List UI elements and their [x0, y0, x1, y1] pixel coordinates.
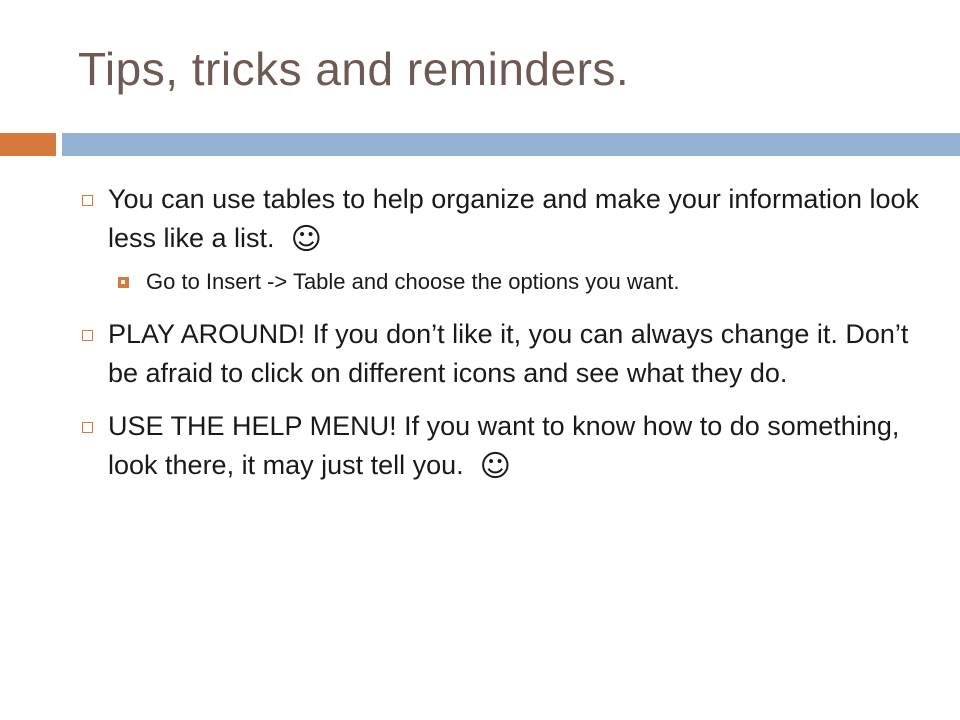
- hollow-square-bullet-icon: [82, 195, 93, 206]
- smiley-icon: ☺: [290, 222, 322, 257]
- bullet-list: [80, 180, 930, 494]
- bullet-text: USE THE HELP MENU! If you want to know how to do something, look there, it may just tell you.: [108, 411, 900, 480]
- bullet-text: PLAY AROUND! If you don’t like it, you can always change it. Don’t be afraid to click on different icons and see what they do.: [108, 319, 909, 388]
- hollow-square-bullet-icon: [82, 330, 93, 341]
- title-rule-accent: [0, 133, 56, 156]
- bullet-text: You can use tables to help organize and make your information look less like a list.: [108, 184, 920, 253]
- title-rule-bar: [62, 133, 960, 156]
- hollow-square-bullet-icon: [82, 422, 93, 433]
- bullet-item-play-around: [80, 315, 930, 393]
- bullet-item-help-menu: [80, 407, 930, 486]
- sub-bullet-item-insert-table: [118, 267, 930, 297]
- sub-bullet-text: Go to Insert -> Table and choose the options you want.: [146, 269, 680, 294]
- smiley-icon: ☺: [479, 449, 511, 484]
- slide-title: Tips, tricks and reminders.: [78, 43, 630, 95]
- bullet-item-tables: [80, 180, 930, 259]
- filled-square-bullet-icon: [118, 277, 129, 288]
